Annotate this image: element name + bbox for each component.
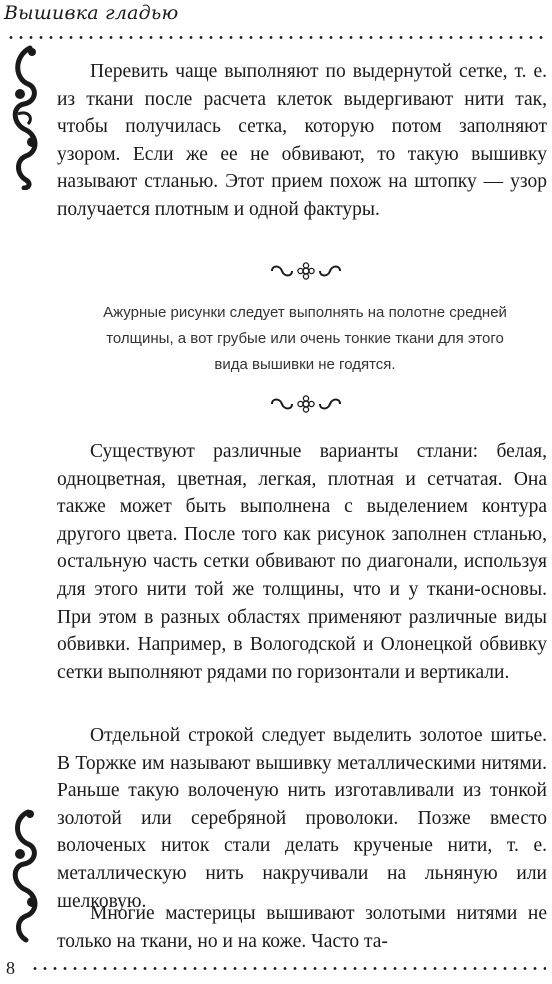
dotted-rule-top <box>6 36 546 39</box>
page-number: 8 <box>6 958 15 978</box>
flourish-divider-icon <box>268 262 344 280</box>
flourish-divider-icon <box>268 395 344 413</box>
paragraph-4: Многие мастерицы вышивают золотыми нитями не только на ткани, но и на коже. Часто та- <box>57 903 547 952</box>
scroll-ornament-icon <box>8 44 42 190</box>
dotted-rule-bottom <box>30 967 546 970</box>
paragraph-2: Существуют различные варианты стлани: белая, одноцветная, цветная, легкая, плотная и сетчатая. Она также может быть выполнена с выделением контура другого цвета. После того как рисунок заполнен стланью, остальную часть сетки обвивают по диагонали, используя для этого нити той же толщины, что и у ткани-основы. При этом в разных областях применяют различные виды обвивки. Например, в Вологодской и Олонецкой обвивку сетки выполняют рядами по горизонтали и вертикали. <box>57 441 547 683</box>
running-header: Вышивка гладью <box>4 2 179 24</box>
paragraph-3: Отдельной строкой следует выделить золотое шитье. В Торжке им называют вышивку металлическими нитями. Раньше такую волоченую нить изготавливали из тонкой золотой или серебряной проволоки. Позже вместо волоченых ниток стали делать крученые нити, т. е. металлическую нить накручивали на льняную или шелковую. <box>57 725 547 912</box>
paragraph-1: Перевить чаще выполняют по выдернутой сетке, т. е. из ткани после расчета клеток выдергивают нити так, чтобы получилась сетка, которую потом заполняют узором. Если же ее не обвивают, то такую вышивку называют стланью. Этот прием похож на штопку — узор получается плотным и одной фактуры. <box>57 61 547 220</box>
scroll-ornament-icon <box>8 808 42 944</box>
sidebar-note: Ажурные рисунки следует выполнять на полотне средней толщины, а вот грубые или очень тонкие ткани для этого вида вышивки не годятся. <box>103 304 507 373</box>
